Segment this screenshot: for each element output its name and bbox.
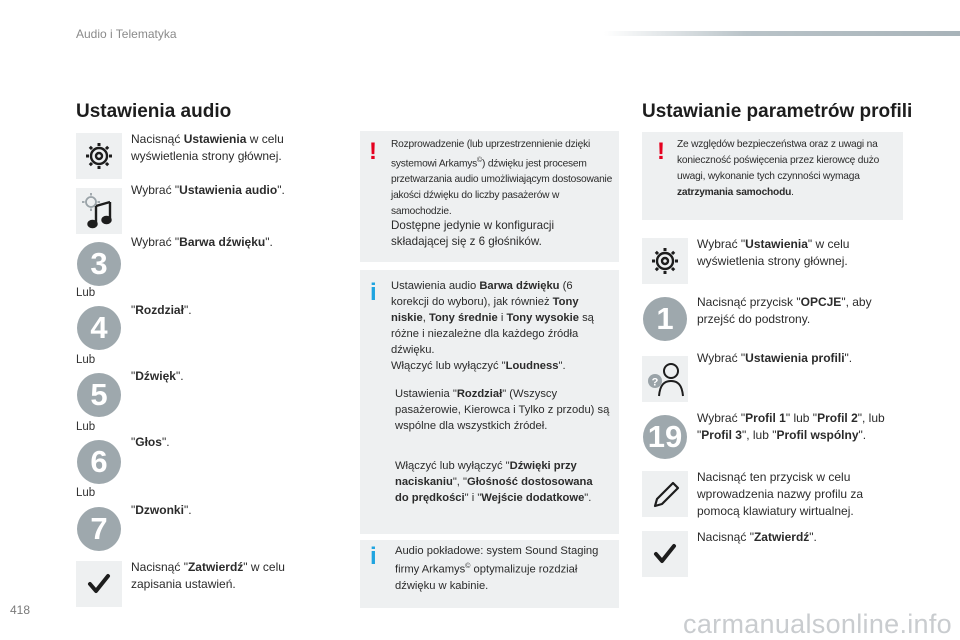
or-label: Lub [76,354,96,366]
check-icon [642,531,688,577]
step-text: Wybrać "Profil 1" lub "Profil 2", lub "Profil 3", lub "Profil wspólny". [697,411,885,442]
step-number-badge: 4 [77,306,121,350]
profile-step-tile [642,356,688,402]
step-text: Wybrać "Ustawienia" w celu wyświetlenia strony głównej. [697,237,850,268]
warning-text-6-speakers: Dostępne jedynie w konfiguracji składającej się z 6 głośników. [391,219,555,248]
info-text: Audio pokładowe: system Sound Staging firmy Arkamys© optymalizuje rozdział dźwięku w kabinie. [395,545,599,592]
info-text-distribution: Ustawienia "Rozdział" (Wszyscy pasażerowie, Kierowca i Tylko z przodu) są wspólne dla wszystkich źródeł. [395,388,610,432]
info-icon: i [370,279,377,306]
warning-icon: ! [657,138,665,165]
step-text: Nacisnąć przycisk "OPCJE", aby przejść do podstrony. [697,295,872,326]
step-number-badge: 3 [77,242,121,286]
confirm-step-tile [76,561,122,607]
info-text: Ustawienia audio Barwa dźwięku (6 korekcji do wyboru), jak również Tony niskie, Tony średnie i Tony wysokie są różne i niezależne dla każdego źródła dźwięku. Włączyć lub wyłączyć "Loudness". [391,280,594,372]
step-number-badge: 19 [643,415,687,459]
step-text: Nacisnąć "Zatwierdź" w celu zapisania ustawień. [131,560,285,591]
pencil-icon [642,471,688,517]
section-title-profile-settings: Ustawianie parametrów profili [642,101,913,122]
or-label: Lub [76,487,96,499]
gear-music-icon [76,188,122,234]
step-text: "Dźwięk". [131,369,184,383]
step-text: "Rozdział". [131,303,192,317]
step-number-badge: 1 [643,297,687,341]
chapter-title: Audio i Telematyka [76,27,177,41]
info-icon: i [370,543,377,570]
step-text: Nacisnąć ten przycisk w celu wprowadzenia nazwy profilu za pomocą klawiatury wirtualnej. [697,470,864,518]
warning-text: Rozprowadzenie (lub uprzestrzennienie dzięki systemowi Arkamys©) dźwięku jest procesem przetwarzania audio umożliwiającym dostosowanie jakości dźwięku do liczby pasażerów w samochodzie. [391,139,613,218]
info-text-toggles: Włączyć lub wyłączyć "Dźwięki przy naciskaniu", "Głośność dostosowana do prędkości" i "Wejście dodatkowe". [395,460,593,504]
step-text: Nacisnąć "Zatwierdź". [697,530,817,544]
step-text: Nacisnąć Ustawienia w celu wyświetlenia strony głównej. [131,132,284,163]
settings-step-tile [642,238,688,284]
step-number-badge: 6 [77,440,121,484]
header-rule [604,31,960,36]
audio-settings-step-tile [76,188,122,234]
step-text: "Dzwonki". [131,503,192,517]
step-text: Wybrać "Ustawienia audio". [131,183,285,197]
page-number: 418 [10,603,31,617]
step-text: Wybrać "Barwa dźwięku". [131,235,273,249]
step-text: Wybrać "Ustawienia profili". [697,351,853,365]
gear-icon [642,238,688,284]
warning-icon: ! [369,138,377,165]
step-text: "Głos". [131,435,170,449]
gear-icon [76,133,122,179]
or-label: Lub [76,287,96,299]
step-number-badge: 7 [77,507,121,551]
profile-question-icon [642,356,688,402]
section-title-audio-settings: Ustawienia audio [76,101,232,122]
check-icon [76,561,122,607]
step-number-badge: 5 [77,373,121,417]
confirm-step-tile [642,531,688,577]
edit-name-step-tile [642,471,688,517]
settings-step-tile [76,133,122,179]
or-label: Lub [76,421,96,433]
watermark: carmanualsonline.info [683,609,952,639]
warning-text: Ze względów bezpieczeństwa oraz z uwagi na konieczność poświęcenia przez kierowcę dużo uwagi, wykonanie tych czynności wymaga zatrzymania samochodu. [677,139,880,198]
svg-text:?: ? [651,376,659,389]
